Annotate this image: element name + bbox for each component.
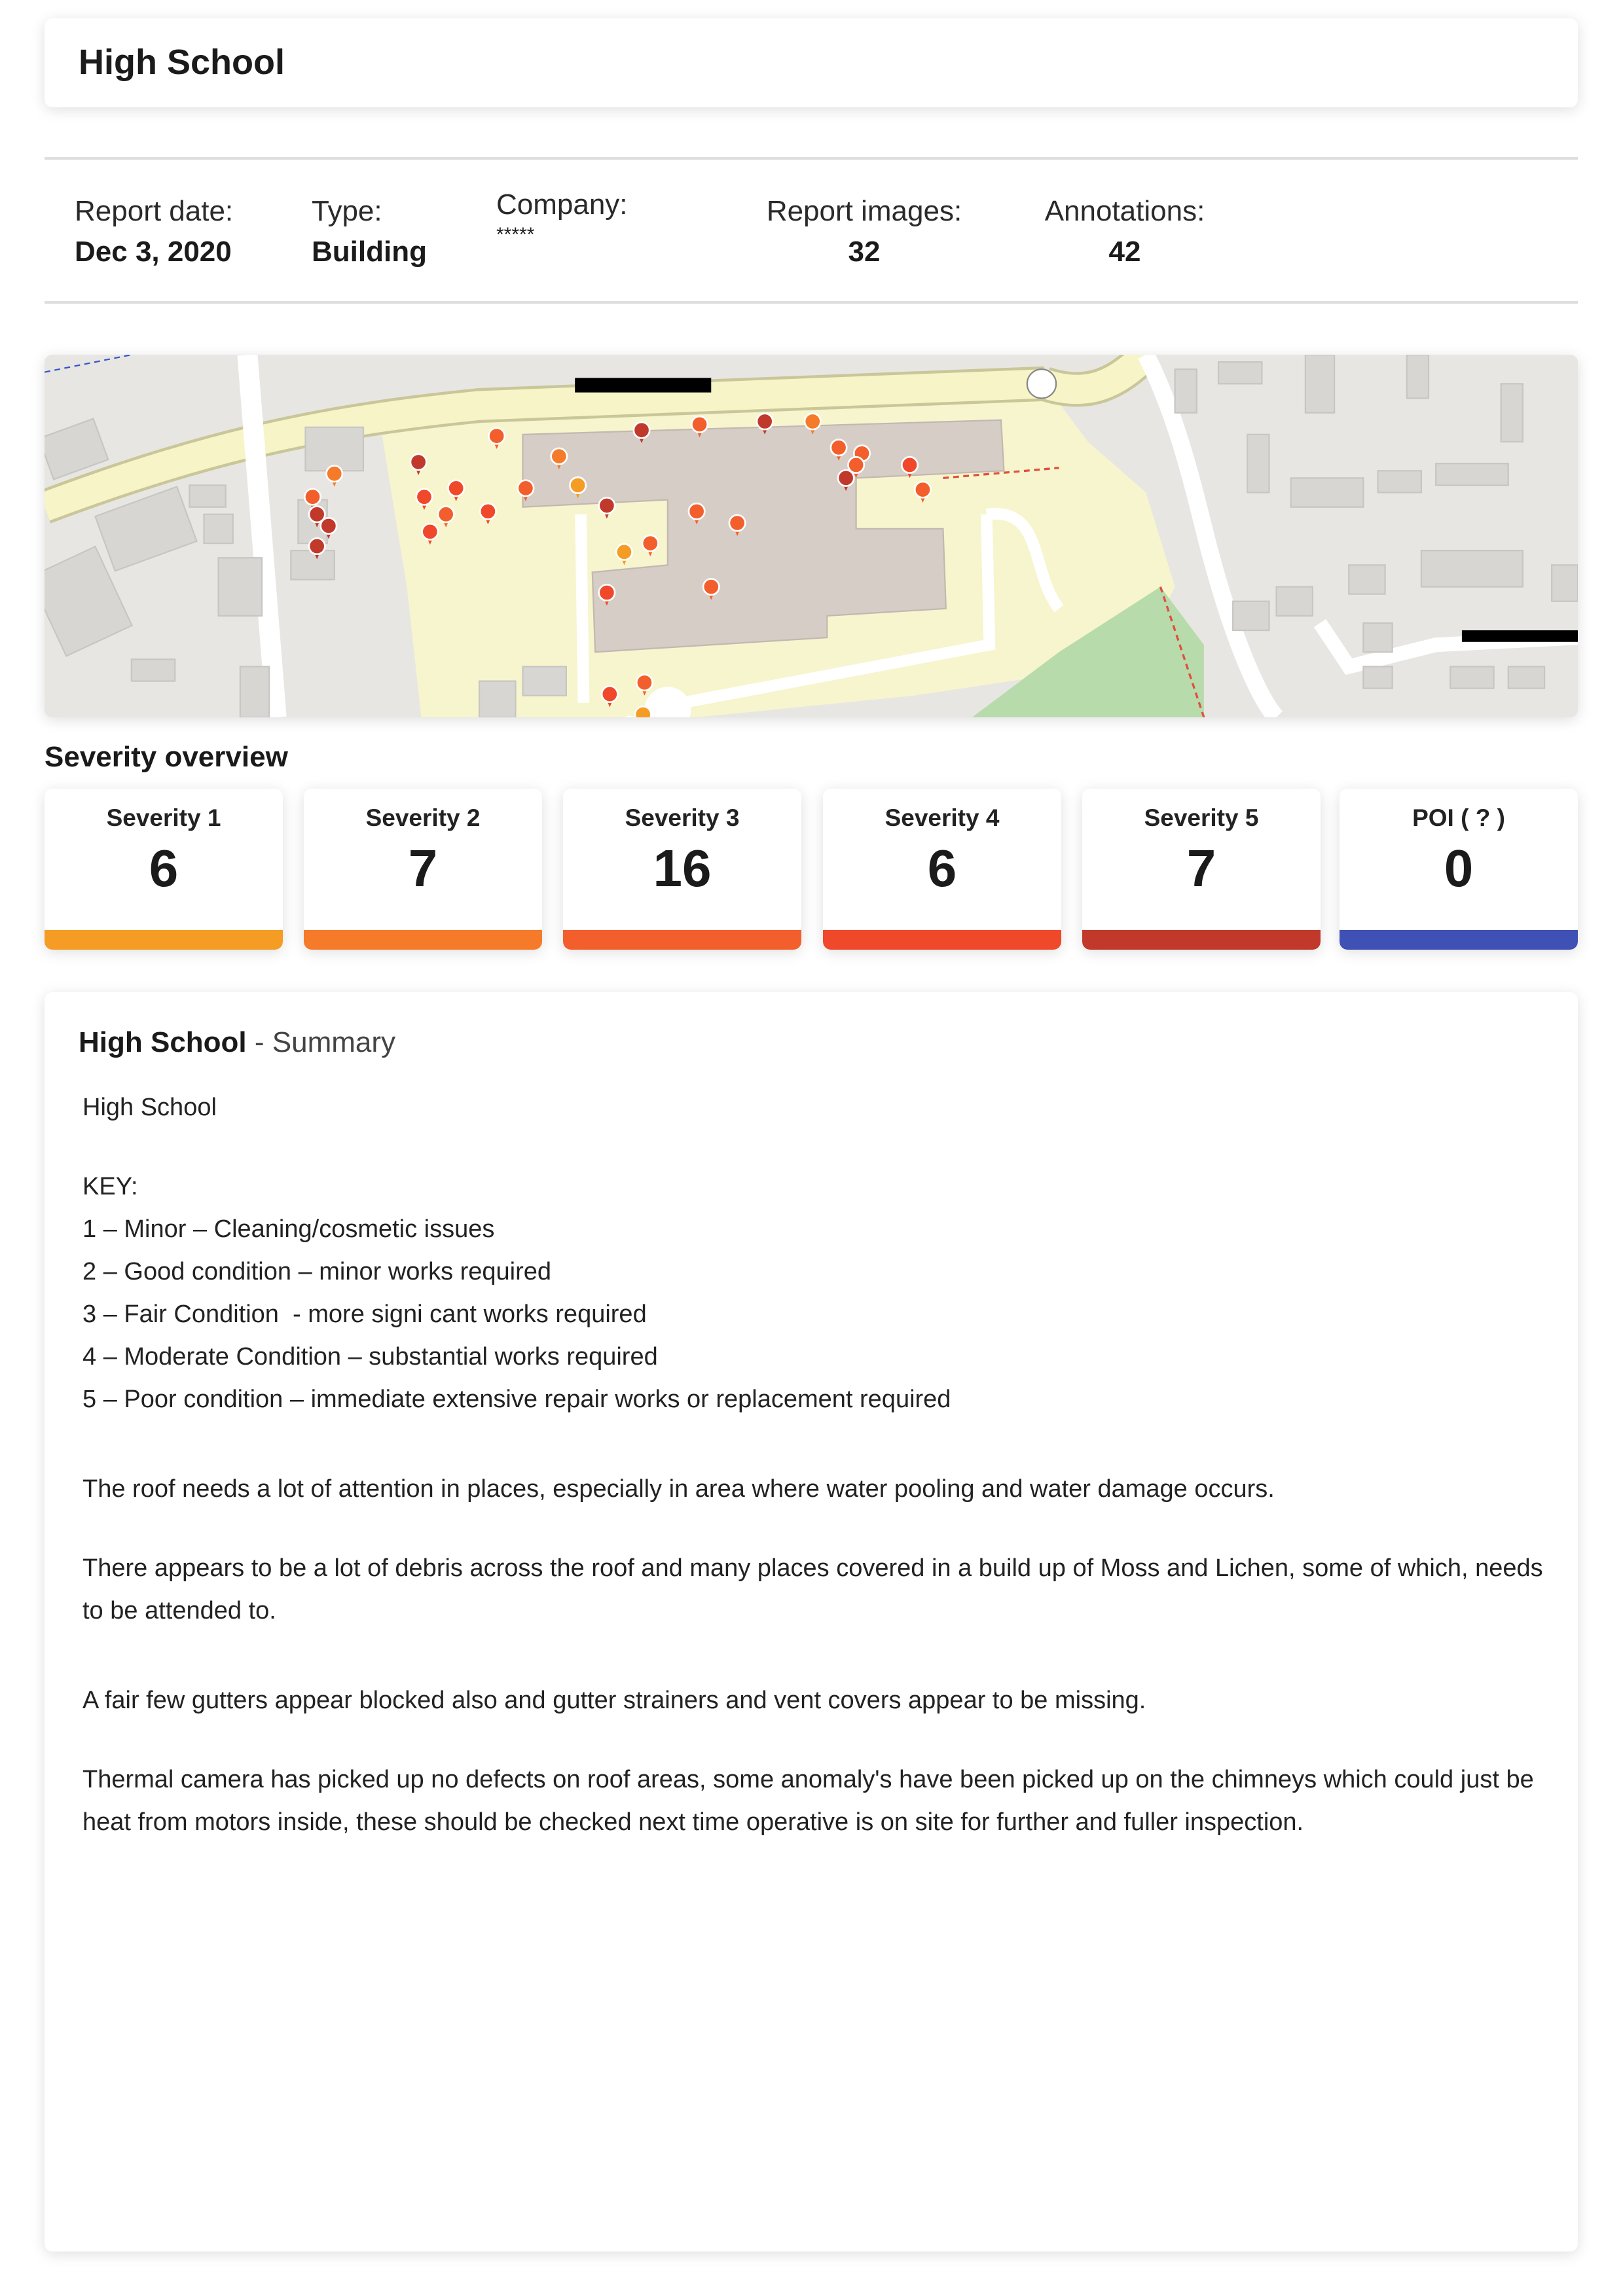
severity-bar	[1082, 930, 1321, 950]
severity-count: 7	[408, 839, 438, 897]
divider	[45, 301, 1578, 304]
severity-card-2[interactable]	[304, 789, 542, 950]
summary-paragraph: The roof needs a lot of attention in places, especially in area where water pooling and water damage occurs.	[82, 1475, 1275, 1503]
company	[496, 188, 628, 246]
severity-count: 6	[927, 839, 957, 897]
key-label: KEY:	[82, 1173, 138, 1200]
annotations-value: 42	[1108, 236, 1141, 268]
redaction-bar	[1462, 630, 1578, 642]
severity-label: Severity 4	[884, 804, 1000, 831]
site-map[interactable]	[45, 355, 1578, 717]
severity-bar	[823, 930, 1061, 950]
title-card	[45, 18, 1578, 107]
summary-paragraph: Thermal camera has picked up no defects on roof areas, some anomaly's have been picked up on the chimneys which could just be heat from motors inside, these should be checked next time operative is on site for further and fuller inspection.	[82, 1766, 1541, 1836]
key-item: 4 – Moderate Condition – substantial works required	[82, 1343, 658, 1371]
summary-paragraph: There appears to be a lot of debris across the roof and many places covered in a build up of Moss and Lichen, some of which, needs to be attended to.	[82, 1554, 1550, 1624]
summary-title: High School	[79, 1026, 247, 1058]
report-date	[75, 195, 233, 268]
annotations-label: Annotations:	[1044, 195, 1205, 227]
severity-label: Severity 5	[1144, 804, 1259, 831]
severity-card-5[interactable]	[1082, 789, 1321, 950]
report-images	[753, 195, 976, 268]
severity-card-1[interactable]	[45, 789, 283, 950]
severity-bar	[304, 930, 542, 950]
redaction-bar	[575, 378, 711, 392]
report-date-value: Dec 3, 2020	[75, 236, 232, 268]
company-value: *****	[496, 224, 535, 245]
report-images-label: Report images:	[766, 195, 962, 227]
summary-subtitle: - Summary	[246, 1026, 396, 1058]
roundabout	[1027, 369, 1056, 398]
report-type-label: Type:	[312, 195, 382, 227]
severity-card-4[interactable]	[823, 789, 1061, 950]
annotation-marker[interactable]	[635, 706, 651, 717]
annotations	[1028, 195, 1222, 268]
poi-bar	[1340, 930, 1578, 950]
severity-bar	[45, 930, 283, 950]
severity-count: 16	[653, 839, 712, 897]
summary-header	[79, 1026, 395, 1059]
severity-bar	[563, 930, 801, 950]
severity-count: 7	[1186, 839, 1216, 897]
severity-label: Severity 1	[106, 804, 221, 831]
company-label: Company:	[496, 188, 628, 221]
poi-count: 0	[1444, 839, 1474, 897]
summary-body	[82, 1086, 1556, 1844]
key-item: 5 – Poor condition – immediate extensive repair works or replacement required	[82, 1386, 951, 1413]
key-item: 3 – Fair Condition - more signi cant works required	[82, 1300, 647, 1328]
severity-count: 6	[149, 839, 179, 897]
site-map-canvas[interactable]	[45, 355, 1578, 717]
severity-label: Severity 2	[365, 804, 481, 831]
key-item: 2 – Good condition – minor works required	[82, 1258, 552, 1285]
severity-overview-title: Severity overview	[45, 741, 288, 773]
poi-label: POI ( ? )	[1412, 804, 1505, 831]
report-type	[312, 195, 427, 268]
summary-card	[45, 992, 1578, 2251]
report-type-value: Building	[312, 236, 427, 268]
summary-paragraph: A fair few gutters appear blocked also and gutter strainers and vent covers appear to be missing.	[82, 1687, 1146, 1714]
key-item: 1 – Minor – Cleaning/cosmetic issues	[82, 1215, 495, 1243]
report-images-value: 32	[848, 236, 881, 268]
divider	[45, 157, 1578, 160]
report-title: High School	[79, 43, 285, 82]
poi-card[interactable]	[1340, 789, 1578, 950]
report-date-label: Report date:	[75, 195, 234, 227]
summary-heading: High School	[82, 1094, 217, 1121]
severity-card-3[interactable]	[563, 789, 801, 950]
severity-label: Severity 3	[625, 804, 740, 831]
